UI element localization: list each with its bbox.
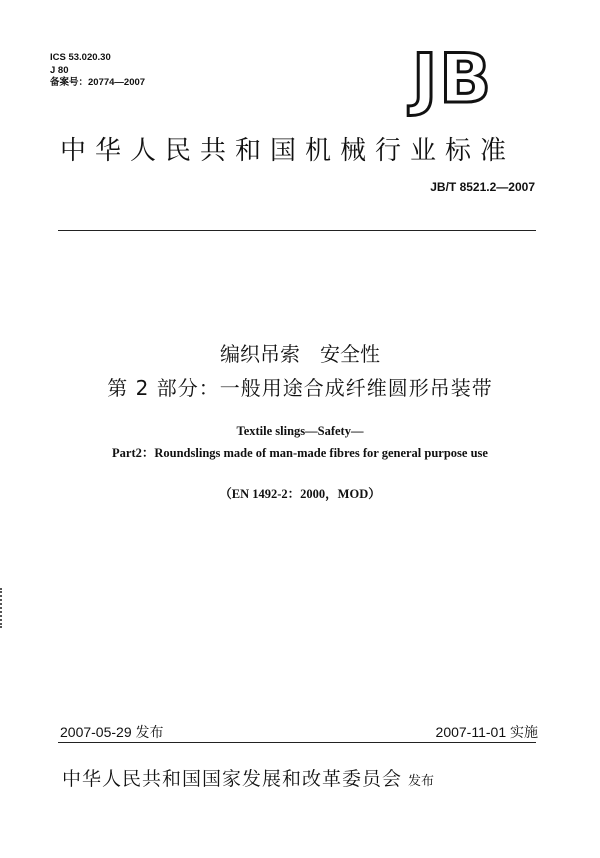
issuer-name: 中华人民共和国国家发展和改革委员会: [62, 768, 403, 790]
adoption-reference: （EN 1492-2：2000，MOD）: [219, 487, 381, 501]
classification-block: [50, 52, 145, 90]
issuer: [62, 764, 434, 791]
standard-number: JB/T 8521.2—2007: [430, 180, 535, 194]
title-english-line2: Part2：Roundslings made of man-made fibres for general purpose use: [112, 446, 488, 460]
category-code: J 80: [50, 64, 69, 76]
filing-number: 备案号：20774—2007: [50, 77, 146, 88]
title-english-line1: Textile slings—Safety—: [236, 424, 364, 438]
implementation-date: 2007-11-01 实施: [435, 724, 538, 740]
top-divider: [58, 230, 536, 231]
title-chinese-line2: 第 2 部分：一般用途合成纤维圆形吊装带: [107, 376, 493, 400]
bottom-divider: [58, 742, 536, 743]
scan-binding-mark: [0, 588, 5, 628]
issuer-suffix: 发布: [408, 774, 435, 789]
title-chinese-line1: 编织吊索 安全性: [220, 342, 380, 366]
jb-logo: JB: [412, 40, 494, 119]
cover-title: 中华人民共和国机械行业标准: [60, 136, 516, 166]
issue-date: 2007-05-29 发布: [60, 724, 164, 740]
ics-code: ICS 53.020.30: [50, 52, 111, 63]
